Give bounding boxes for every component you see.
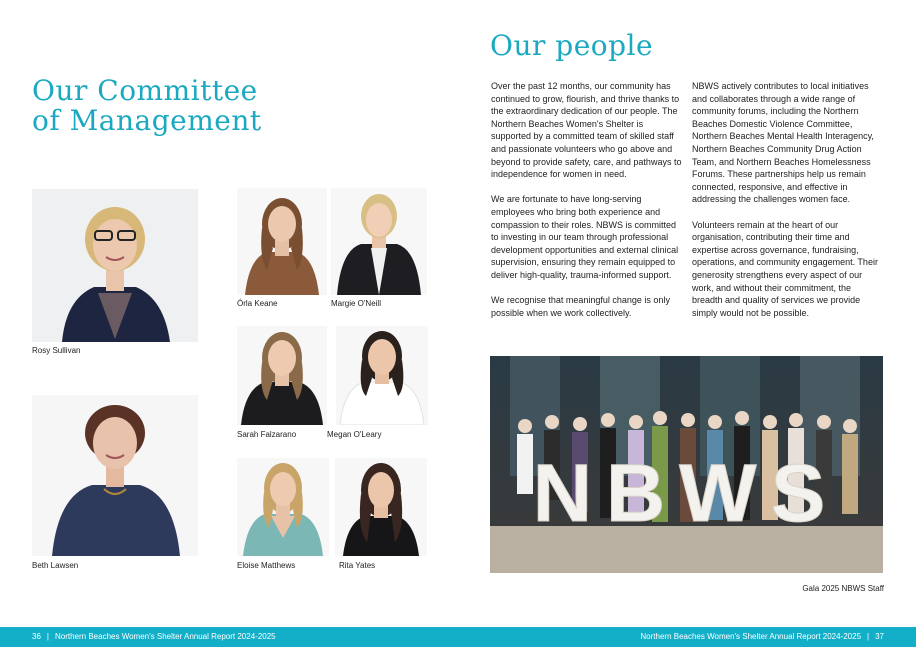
people-text-left-column bbox=[491, 80, 685, 332]
portrait-orla-keane bbox=[237, 188, 327, 295]
caption-beth-lawsen: Beth Lawsen bbox=[32, 561, 79, 570]
portrait-rosy-sullivan bbox=[32, 189, 198, 342]
footer-right-text: Northern Beaches Women's Shelter Annual Report 2024-2025 bbox=[640, 632, 862, 641]
portrait-margie-oneill bbox=[331, 188, 427, 295]
portrait-megan-oleary bbox=[336, 326, 428, 425]
portrait-rita-yates bbox=[335, 458, 427, 556]
portrait-eloise-matthews bbox=[237, 458, 329, 556]
paragraph: Over the past 12 months, our community has continued to grow, flourish, and thrive thanks to the extraordinary dedication of our people. The Northern Beaches Women's Shelter is supported by a committed team of skilled staff and passionate volunteers who go above and beyond to provide safety, care, and pathways to independence for women in need. bbox=[491, 81, 682, 180]
committee-title-line1: Our Committee bbox=[32, 74, 258, 107]
page-number-right: 37 bbox=[875, 632, 884, 641]
gala-staff-photo bbox=[490, 356, 883, 573]
paragraph: We are fortunate to have long-serving employees who bring both experience and compassion to their roles. NBWS is committed to investing in our team through professional development opportunities and external clinical supervision, ensuring they remain equipped to deliver high-quality, trauma-informed support. bbox=[491, 194, 679, 280]
gala-sign-letters: NBWS bbox=[532, 448, 840, 539]
footer-separator: | bbox=[867, 632, 870, 641]
caption-sarah-falzarano: Sarah Falzarano bbox=[237, 430, 297, 439]
committee-title-line2: of Management bbox=[32, 104, 262, 137]
footer-bar bbox=[0, 627, 916, 647]
caption-megan-oleary: Megan O'Leary bbox=[327, 430, 382, 439]
people-title: Our people bbox=[490, 29, 654, 62]
footer-right bbox=[640, 632, 884, 641]
people-text-right-column bbox=[692, 80, 884, 332]
portrait-sarah-falzarano bbox=[237, 326, 327, 425]
caption-rosy-sullivan: Rosy Sullivan bbox=[32, 346, 81, 355]
paragraph: We recognise that meaningful change is only possible when we work collectively. bbox=[491, 295, 670, 318]
caption-rita-yates: Rita Yates bbox=[339, 561, 376, 570]
paragraph: NBWS actively contributes to local initiatives and collaborates through a wide range of community forums, including the Northern Beaches Domestic Violence Committee, Northern Beaches Mental Health Interagency, Northern Beaches Community Drug Action Team, and Northern Beaches Homelessness Forums. These partnerships help us remain connected, responsive, and effective in addressing the challenges women face. bbox=[692, 81, 874, 205]
gala-photo-caption: Gala 2025 NBWS Staff bbox=[802, 584, 884, 593]
footer-left-text: Northern Beaches Women's Shelter Annual Report 2024-2025 bbox=[54, 632, 276, 641]
paragraph: Volunteers remain at the heart of our organisation, contributing their time and expertise across governance, fundraising, operations, and community engagement. Their generosity strengthens every aspect of our work, and without their commitment, the breadth and quality of services we provide simply would not be possible. bbox=[692, 219, 878, 318]
page-number-left: 36 bbox=[32, 632, 41, 641]
caption-orla-keane: Órla Keane bbox=[237, 299, 278, 308]
footer-left bbox=[32, 632, 276, 641]
footer-separator: | bbox=[46, 632, 49, 641]
caption-eloise-matthews: Eloise Matthews bbox=[237, 561, 296, 570]
portrait-beth-lawsen bbox=[32, 395, 198, 556]
committee-title bbox=[32, 76, 272, 136]
caption-margie-oneill: Margie O'Neill bbox=[331, 299, 381, 308]
